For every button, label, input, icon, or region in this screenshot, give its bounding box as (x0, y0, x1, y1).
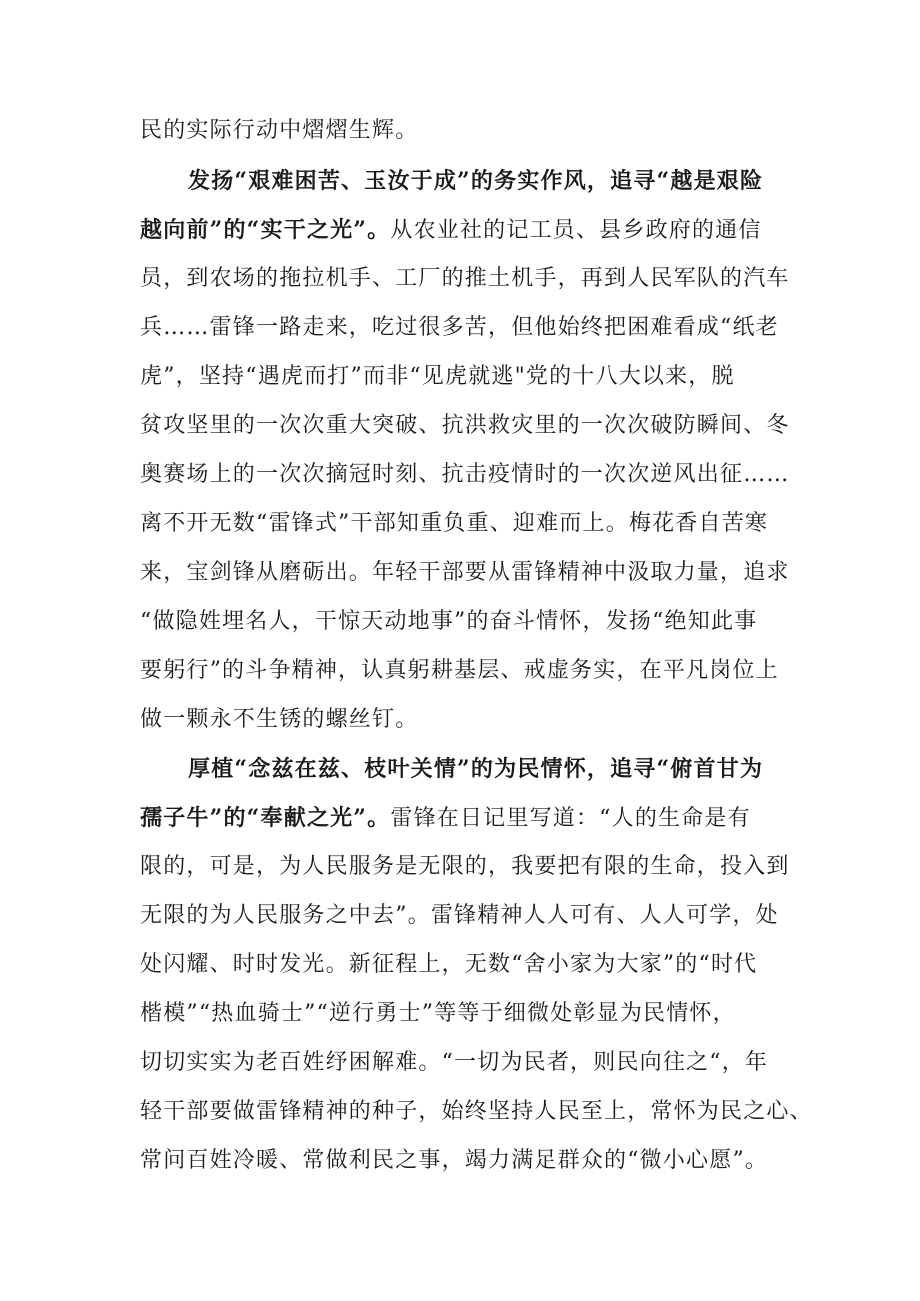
paragraph-2-body-line: 限的，可是，为人民服务是无限的，我要把有限的生命，投入到 (140, 854, 790, 879)
paragraph-1-body-line: 兵……雷锋一路走来，吃过很多苦，但他始终把困难看成“纸老 (140, 315, 779, 340)
paragraph-1-body-line: 要躬行”的斗争精神，认真躬耕基层、戒虚务实，在平凡岗位上 (140, 658, 779, 683)
paragraph-1-body-line: “做隐姓埋名人，干惊天动地事”的奋斗情怀，发扬“绝知此事 (140, 609, 758, 634)
paragraph-1-body-start: 从农业社的记工员、县乡政府的通信 (390, 218, 762, 243)
paragraph-1-body-line: 离不开无数“雷锋式”干部知重负重、迎难而上。梅花香自苦寒 (140, 511, 769, 536)
paragraph-2-body-line: 无限的为人民服务之中去”。雷锋精神人人可有、人人可学，处 (140, 903, 779, 928)
paragraph-2-heading-line-1: 厚植“念兹在兹、枝叶关情”的为民情怀，追寻“俯首甘为 (188, 756, 764, 782)
paragraph-1-body-line: 虎”，坚持“遇虎而打”而非“见虎就逃"党的十八大以来，脱 (140, 364, 735, 389)
paragraph-1-body-line: 贫攻坚里的一次次重大突破、抗洪救灾里的一次次破防瞬间、冬 (140, 413, 790, 438)
paragraph-1-heading-line-2: 越向前”的“实干之光”。 (140, 217, 391, 243)
paragraph-1-body-line: 奥赛场上的一次次摘冠时刻、抗击疫情时的一次次逆风出征…… (140, 462, 790, 487)
paragraph-2-body-line: 楷模”“热血骑士”“逆行勇士”等等于细微处彰显为民情怀， (140, 1001, 736, 1026)
paragraph-2-body-line: 轻干部要做雷锋精神的种子，始终坚持人民至上，常怀为民之心、 (140, 1099, 813, 1124)
paragraph-2-line-2 (140, 796, 751, 840)
paragraph-2-body-line: 处闪耀、时时发光。新征程上，无数“舍小家为大家”的“时代 (140, 952, 758, 977)
paragraph-continuation-line: 民的实际行动中熠熠生辉。 (140, 118, 419, 143)
paragraph-1-heading-line-1: 发扬“艰难困苦、玉汝于成”的务实作风，追寻“越是艰险 (188, 168, 764, 194)
paragraph-2-body-line: 常问百姓冷暖、常做利民之事，竭力满足群众的“微小心愿”。 (140, 1148, 769, 1173)
paragraph-1-line-2 (140, 208, 762, 252)
paragraph-2-heading-line-2: 孺子牛”的“奉献之光”。 (140, 805, 391, 831)
paragraph-1-body-line: 员，到农场的拖拉机手、工厂的推土机手，再到人民军队的汽车 (140, 266, 790, 291)
paragraph-2-body-line: 切切实实为老百姓纾困解难。“一切为民者，则民向往之“，年 (140, 1050, 769, 1075)
paragraph-1-body-line: 做一颗永不生锈的螺丝钉。 (140, 707, 419, 732)
paragraph-2-body-start: 雷锋在日记里写道：“人的生命是有 (390, 806, 751, 831)
paragraph-1-body-line: 来，宝剑锋从磨砺出。年轻干部要从雷锋精神中汲取力量，追求 (140, 560, 790, 585)
